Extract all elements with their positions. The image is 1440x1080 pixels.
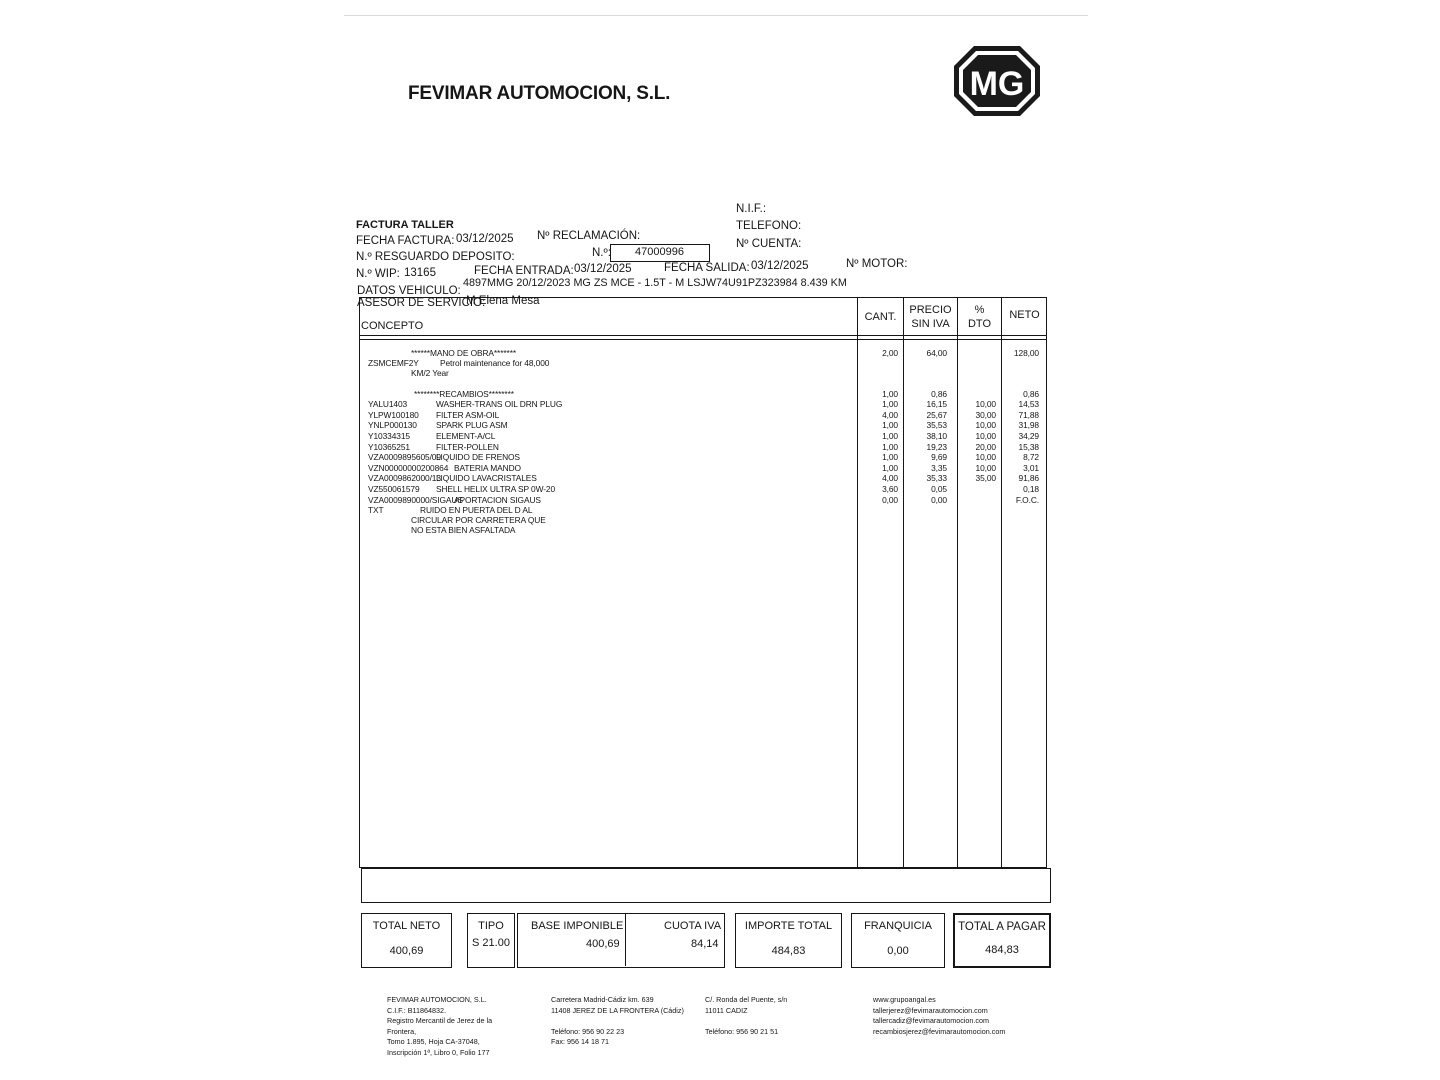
datos-vehiculo-value: 4897MMG 20/12/2023 MG ZS MCE - 1.5T - M LSJW74U91PZ323984 8.439 KM — [463, 277, 847, 289]
line-code: VZ550061579 — [368, 484, 420, 494]
base-imponible-label: BASE IMPONIBLE — [531, 920, 624, 932]
footer-cadiz-block — [705, 995, 787, 1037]
line-precio: 64,00 — [926, 348, 947, 358]
footer-line: Inscripción 1ª, Libro 0, Folio 177 — [387, 1047, 490, 1057]
line-precio: 3,35 — [931, 463, 947, 473]
footer-line: Teléfono: 956 90 21 51 — [705, 1026, 779, 1036]
line-dto: 20,00 — [975, 442, 996, 452]
footer-line: Carretera Madrid-Cádiz km. 639 — [551, 995, 654, 1004]
line-code: Y10365251 — [368, 442, 410, 452]
line-neto: 34,29 — [1018, 431, 1039, 441]
footer-email-link[interactable]: tallerjerez@fevimarautomocion.com — [873, 1005, 988, 1015]
asesor-value: M Elena Mesa — [466, 295, 540, 307]
line-neto: 128,00 — [1013, 348, 1039, 358]
line-neto: 91,86 — [1018, 473, 1039, 483]
col-header-dto-1: % — [974, 304, 985, 316]
line-code: Y10334315 — [368, 431, 410, 441]
col-header-dto-2: DTO — [967, 318, 992, 330]
line-items-table — [359, 297, 1047, 868]
base-iva-divider — [625, 914, 626, 966]
line-precio: 25,67 — [926, 410, 947, 420]
col-header-concepto: CONCEPTO — [361, 320, 424, 332]
footer-line: C/. Ronda del Puente, s/n — [705, 995, 788, 1004]
line-description: FILTER-POLLEN — [436, 442, 499, 452]
line-cant: 4,00 — [882, 410, 898, 420]
line-description: FILTER ASM-OIL — [436, 410, 500, 420]
line-cant: 1,00 — [882, 431, 898, 441]
line-code: ZSMCEMF2Y — [368, 358, 419, 368]
franquicia-label: FRANQUICIA — [864, 920, 932, 932]
table-header-rule — [359, 339, 1047, 340]
line-neto: 14,53 — [1018, 399, 1039, 409]
footer-email-link[interactable]: tallercadiz@fevimarautomocion.com — [873, 1016, 989, 1025]
line-dto: 35,00 — [975, 473, 996, 483]
line-neto: 3,01 — [1023, 463, 1039, 473]
line-precio: 35,53 — [926, 420, 947, 430]
line-dto: 10,00 — [975, 463, 996, 473]
footer-line: Registro Mercantil de Jerez de la — [387, 1016, 493, 1025]
col-header-precio-1: PRECIO — [909, 304, 952, 316]
line-description: ELEMENT-A/CL — [436, 431, 496, 441]
numero-label: N.º: — [592, 247, 611, 259]
line-dto: 10,00 — [975, 452, 996, 462]
document-title: FACTURA TALLER — [356, 219, 454, 231]
line-precio: 0,05 — [931, 484, 947, 494]
fecha-salida-label: FECHA SALIDA: — [664, 262, 750, 274]
wip-label: N.º WIP: — [356, 268, 400, 280]
footer-line: Fax: 956 14 18 71 — [551, 1037, 609, 1046]
footer-line: 11408 JEREZ DE LA FRONTERA (Cádiz) — [551, 1005, 684, 1015]
line-code: TXT — [368, 505, 384, 515]
line-neto: 15,38 — [1018, 442, 1039, 452]
importe-total-value: 484,83 — [771, 945, 806, 957]
asesor-label: ASESOR DE SERVICIO: — [357, 297, 486, 309]
cuota-iva-label: CUOTA IVA — [664, 920, 722, 932]
franquicia-value: 0,00 — [887, 945, 909, 957]
fecha-entrada-value: 03/12/2025 — [574, 263, 632, 275]
line-code: VZA0009862000/13 — [368, 473, 441, 483]
col-divider-cant — [857, 297, 858, 868]
line-precio: 9,69 — [931, 452, 947, 462]
line-cant: 1,00 — [882, 463, 898, 473]
fecha-factura-label: FECHA FACTURA: — [356, 235, 455, 247]
footer-line: Tomo 1.895, Hoja CA-37048, — [387, 1037, 480, 1046]
line-precio: 35,33 — [926, 473, 947, 483]
wip-value: 13165 — [404, 267, 436, 279]
line-description: CIRCULAR POR CARRETERA QUE — [411, 515, 546, 525]
line-description: BATERIA MANDO — [454, 463, 521, 473]
line-description: ********RECAMBIOS******** — [414, 389, 514, 399]
col-header-precio-2: SIN IVA — [911, 318, 950, 330]
line-description: SHELL HELIX ULTRA SP 0W-20 — [436, 484, 556, 494]
footer-line: FEVIMAR AUTOMOCION, S.L. — [387, 995, 487, 1004]
line-description: NO ESTA BIEN ASFALTADA — [411, 525, 516, 535]
tipo-box — [467, 913, 515, 968]
line-code: YLPW100180 — [368, 410, 419, 420]
footer-line: Frontera, — [387, 1026, 417, 1036]
line-dto: 10,00 — [975, 399, 996, 409]
line-neto: 31,98 — [1018, 420, 1039, 430]
datos-vehiculo-label: DATOS VEHICULO: — [357, 285, 461, 297]
base-iva-box — [517, 913, 725, 968]
footer-jerez-block — [551, 995, 684, 1048]
numero-box: 47000996 — [610, 244, 710, 262]
line-description: WASHER-TRANS OIL DRN PLUG — [436, 399, 563, 409]
mg-logo-icon — [952, 44, 1042, 118]
line-description: SPARK PLUG ASM — [436, 420, 508, 430]
line-cant: 2,00 — [882, 348, 898, 358]
line-neto: 0,86 — [1023, 389, 1039, 399]
total-a-pagar-box — [953, 913, 1051, 968]
line-cant: 3,60 — [882, 484, 898, 494]
line-precio: 16,15 — [926, 399, 947, 409]
nif-label: N.I.F.: — [736, 203, 767, 215]
fecha-entrada-label: FECHA ENTRADA: — [474, 265, 574, 277]
line-cant: 1,00 — [882, 442, 898, 452]
table-footer-band — [361, 868, 1051, 903]
resguardo-label: N.º RESGUARDO DEPOSITO: — [356, 251, 515, 263]
line-precio: 19,23 — [926, 442, 947, 452]
fecha-factura-value: 03/12/2025 — [456, 233, 514, 245]
line-neto: 8,72 — [1023, 452, 1039, 462]
reclamacion-label: Nº RECLAMACIÓN: — [537, 230, 641, 242]
importe-total-label: IMPORTE TOTAL — [744, 920, 833, 932]
footer-company-block — [387, 995, 492, 1058]
line-description: KM/2 Year — [411, 368, 449, 378]
line-neto: 71,88 — [1018, 410, 1039, 420]
col-divider-precio — [903, 297, 904, 868]
top-rule — [344, 15, 1088, 16]
line-description: LIQUIDO DE FRENOS — [436, 452, 520, 462]
line-neto: 0,18 — [1023, 484, 1039, 494]
cuota-iva-value: 84,14 — [691, 938, 719, 950]
line-code: YNLP000130 — [368, 420, 417, 430]
line-description: Petrol maintenance for 48,000 — [440, 358, 550, 368]
line-cant: 1,00 — [882, 420, 898, 430]
tipo-label: TIPO — [478, 920, 504, 932]
footer-email-link[interactable]: recambiosjerez@fevimarautomocion.com — [873, 1026, 1006, 1036]
line-cant: 0,00 — [882, 495, 898, 505]
importe-total-box — [735, 913, 842, 968]
franquicia-box — [851, 913, 945, 968]
fecha-salida-value: 03/12/2025 — [751, 260, 809, 272]
footer-line: 11011 CADIZ — [705, 1005, 748, 1015]
total-neto-label: TOTAL NETO — [372, 920, 441, 932]
line-description: ******MANO DE OBRA******* — [411, 348, 517, 358]
logo-text: MG — [969, 65, 1025, 103]
line-cant: 1,00 — [882, 452, 898, 462]
line-neto: F.O.C. — [1015, 495, 1039, 505]
line-precio: 0,00 — [931, 495, 947, 505]
footer-web-link[interactable]: www.grupoangal.es — [873, 995, 936, 1004]
total-neto-box — [361, 913, 452, 968]
line-code: VZN00000000200864 — [368, 463, 449, 473]
line-dto: 10,00 — [975, 420, 996, 430]
line-precio: 38,10 — [926, 431, 947, 441]
telefono-label: TELEFONO: — [736, 220, 802, 232]
col-divider-neto — [1001, 297, 1002, 868]
line-description: RUIDO EN PUERTA DEL D AL — [420, 505, 533, 515]
tipo-value: S 21.00 — [472, 937, 510, 949]
col-header-cant: CANT. — [864, 311, 897, 323]
line-code: VZA0009890000/SIGAUS — [368, 495, 463, 505]
cuenta-label: Nº CUENTA: — [736, 238, 802, 250]
total-a-pagar-value: 484,83 — [985, 944, 1019, 956]
base-imponible-value: 400,69 — [586, 938, 620, 950]
col-header-neto: NETO — [1009, 309, 1040, 321]
line-precio: 0,86 — [931, 389, 947, 399]
company-name: FEVIMAR AUTOMOCION, S.L. — [408, 83, 671, 104]
line-cant: 1,00 — [882, 389, 898, 399]
line-code: YALU1403 — [368, 399, 408, 409]
line-description: APORTACION SIGAUS — [454, 495, 541, 505]
footer-line: Teléfono: 956 90 22 23 — [551, 1026, 625, 1036]
footer-line — [705, 1016, 787, 1027]
line-dto: 30,00 — [975, 410, 996, 420]
footer-line — [551, 1016, 684, 1027]
col-divider-dto — [957, 297, 958, 868]
line-cant: 4,00 — [882, 473, 898, 483]
total-a-pagar-label: TOTAL A PAGAR — [958, 921, 1046, 933]
footer-line: C.I.F.: B11864832. — [387, 1005, 446, 1015]
total-neto-value: 400,69 — [389, 945, 424, 957]
line-dto: 10,00 — [975, 431, 996, 441]
footer-contact-block — [873, 995, 1005, 1037]
line-cant: 1,00 — [882, 399, 898, 409]
motor-label: Nº MOTOR: — [846, 258, 908, 270]
line-code: VZA0009895605/09 — [368, 452, 441, 462]
line-description: LIQUIDO LAVACRISTALES — [436, 473, 537, 483]
